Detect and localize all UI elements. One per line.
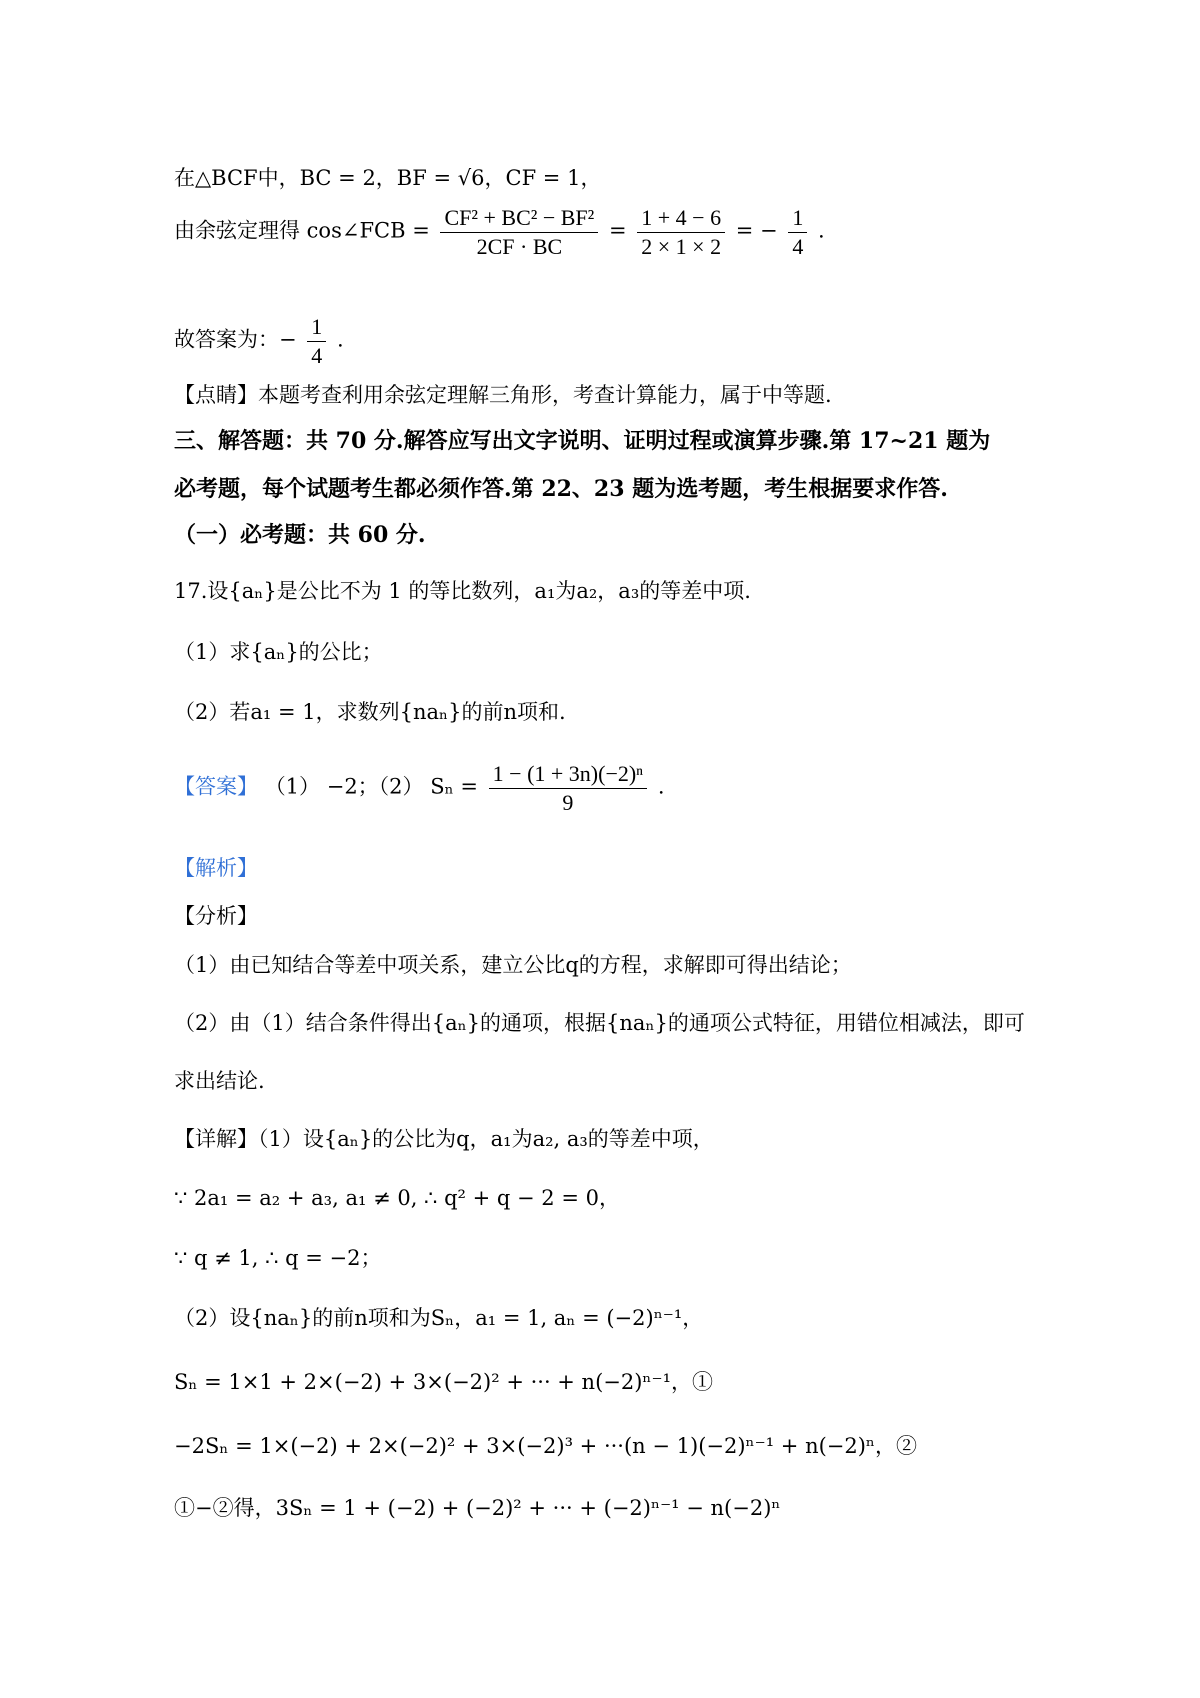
problem-17-part-2: （2）若a₁ = 1，求数列{naₙ}的前n项和. <box>174 700 566 724</box>
detail-line-7: ①−②得，3Sₙ = 1 + (−2) + (−2)² + ··· + (−2)ⁿ⁻¹ − n(−2)ⁿ <box>174 1496 781 1520</box>
answer-line <box>174 760 665 816</box>
analysis-tag: 【解析】 <box>174 856 258 880</box>
problem-17-statement: 17.设{aₙ}是公比不为 1 的等比数列，a₁为a₂，a₃的等差中项. <box>174 579 751 603</box>
triangle-bcf-given: 在△BCF中，BC = 2，BF = √6，CF = 1， <box>174 166 602 190</box>
fraction-numerator: CF² + BC² − BF² <box>440 204 598 233</box>
period: . <box>336 327 344 352</box>
answer-values: （1） −2；（2） Sₙ = <box>264 774 478 799</box>
section-heading-line-1: 三、解答题：共 70 分.解答应写出文字说明、证明过程或演算步骤.第 17~21 题为 <box>174 428 991 454</box>
fraction-numerator: 1 + 4 − 6 <box>637 204 725 233</box>
subsection-heading: （一）必考题：共 60 分. <box>174 522 426 548</box>
fraction-denominator: 4 <box>311 342 323 368</box>
cosine-law-formula <box>174 204 825 260</box>
detail-line-3: ∵ q ≠ 1, ∴ q = −2； <box>174 1246 382 1270</box>
fraction-cosine-numeric <box>637 204 725 260</box>
fraction-answer <box>307 313 326 369</box>
period: . <box>657 774 665 799</box>
period: . <box>818 218 825 243</box>
fraction-denominator: 4 <box>792 233 804 259</box>
detail-line-4: （2）设{naₙ}的前n项和为Sₙ，a₁ = 1, aₙ = (−2)ⁿ⁻¹， <box>174 1306 704 1330</box>
fraction-cosine-general <box>440 204 598 260</box>
section-heading-line-2: 必考题，每个试题考生都必须作答.第 22、23 题为选考题，考生根据要求作答. <box>174 476 948 502</box>
detail-line-1: 【详解】（1）设{aₙ}的公比为q，a₁为a₂, a₃的等差中项， <box>174 1127 714 1151</box>
analysis-step-1: （1）由已知结合等差中项关系，建立公比q的方程，求解即可得出结论； <box>174 953 852 977</box>
analysis-step-2-cont: 求出结论. <box>174 1069 265 1093</box>
equals-sign: = <box>608 218 627 243</box>
analysis-subtag: 【分析】 <box>174 904 258 928</box>
detail-line-5: Sₙ = 1×1 + 2×(−2) + 3×(−2)² + ··· + n(−2)ⁿ⁻¹，① <box>174 1370 714 1394</box>
fraction-denominator: 2CF · BC <box>476 233 563 259</box>
fraction-result <box>788 204 807 260</box>
answer-prefix: 故答案为：− <box>174 327 297 352</box>
answer-summary <box>174 313 344 369</box>
analysis-step-2: （2）由（1）结合条件得出{aₙ}的通项，根据{naₙ}的通项公式特征，用错位相减法，即可 <box>174 1011 1025 1035</box>
detail-line-6: −2Sₙ = 1×(−2) + 2×(−2)² + 3×(−2)³ + ···(n − 1)(−2)ⁿ⁻¹ + n(−2)ⁿ，② <box>174 1434 918 1458</box>
detail-line-2: ∵ 2a₁ = a₂ + a₃, a₁ ≠ 0, ∴ q² + q − 2 = 0， <box>174 1186 620 1210</box>
fraction-numerator: 1 <box>788 204 807 233</box>
fraction-denominator: 2 × 1 × 2 <box>641 233 722 259</box>
fraction-numerator: 1 <box>307 313 326 342</box>
comment-note: 【点睛】本题考查利用余弦定理解三角形，考查计算能力，属于中等题. <box>174 383 832 407</box>
equals-minus: = − <box>735 218 778 243</box>
fraction-sum-formula <box>489 760 647 816</box>
fraction-denominator: 9 <box>562 789 574 815</box>
problem-17-part-1: （1）求{aₙ}的公比； <box>174 640 383 664</box>
answer-tag: 【答案】 <box>174 774 258 799</box>
fraction-numerator: 1 − (1 + 3n)(−2)ⁿ <box>489 760 647 789</box>
cosine-law-prefix: 由余弦定理得 cos∠FCB = <box>174 218 430 243</box>
